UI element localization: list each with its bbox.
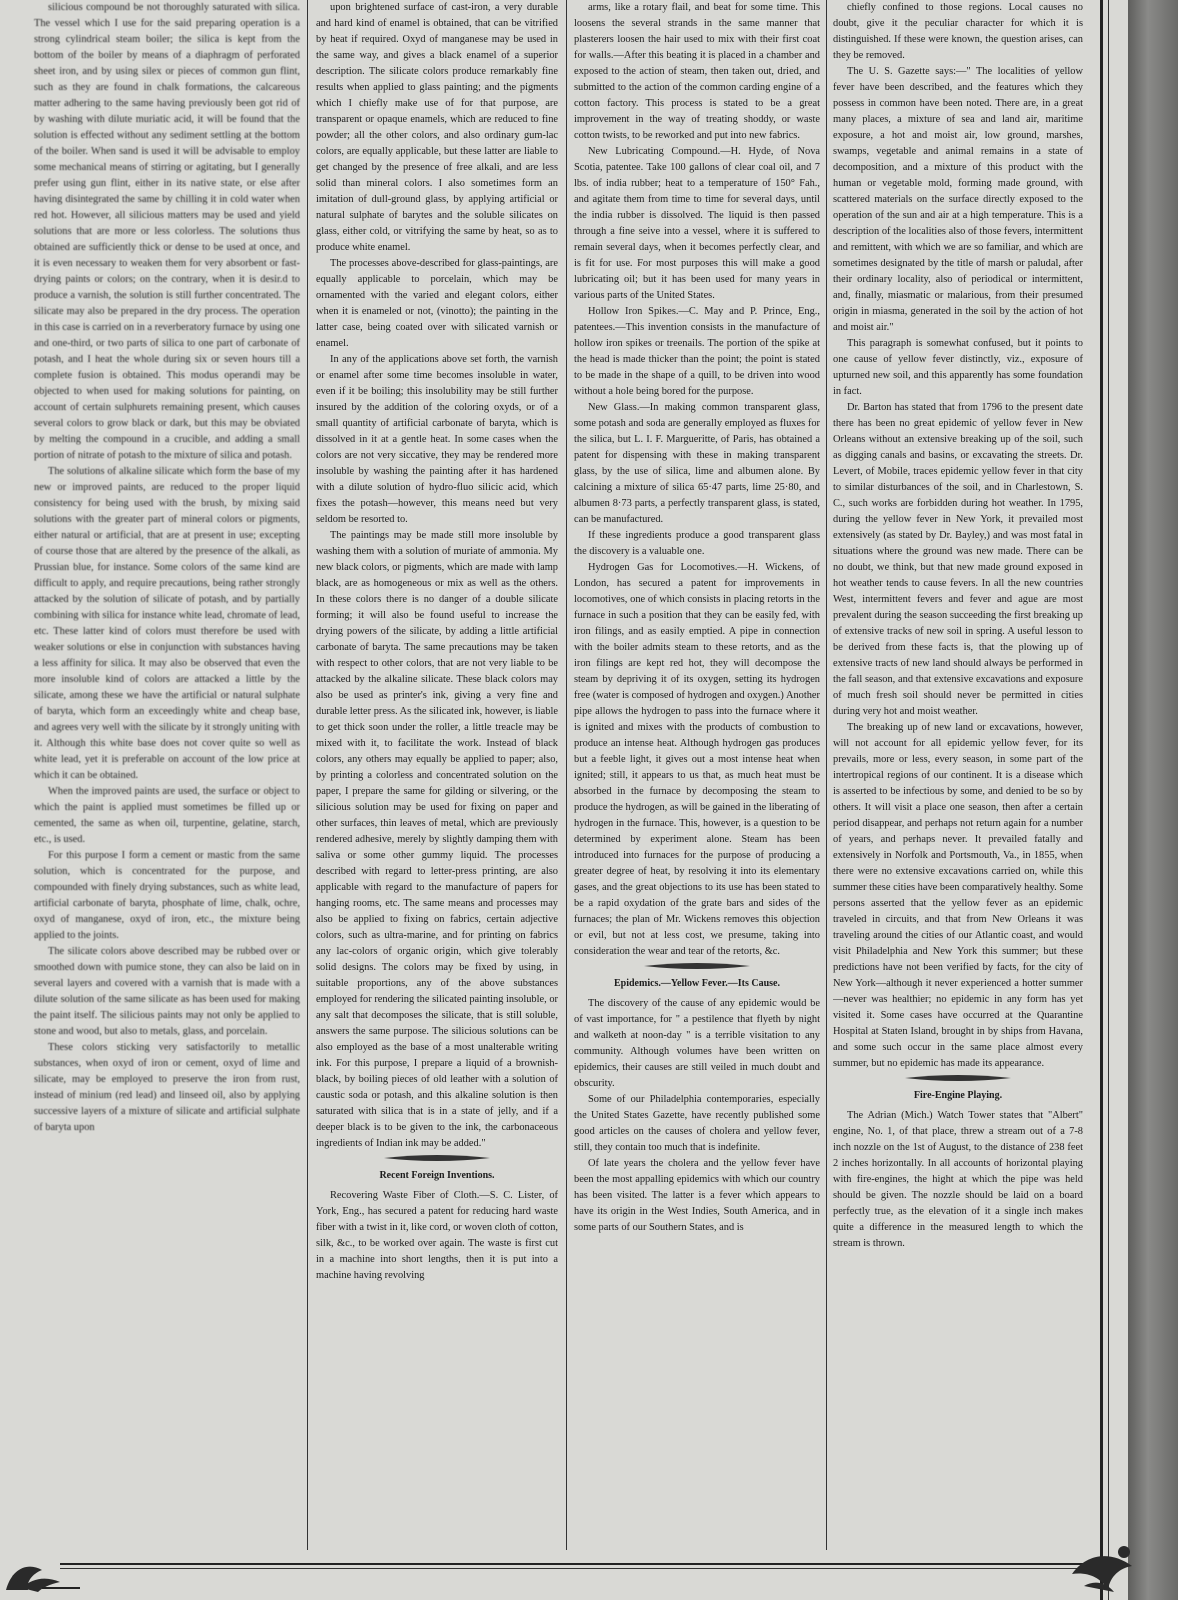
paragraph: silicious compound be not thoroughly saturated with silica. The vessel which I use for the said preparing operation is a strong cylindrical steam boiler; the silica is kept from the bottom of the boiler by means of a diaphragm of perforated sheet iron, and by using silex or pieces of common gun flint, such as they are found in chalk formations, the calcareous matter adhering to the same having previously been got rid of by washing with dilute muriatic acid, it will be found that the solution is effected without any sediment settling at the bottom of the boiler. When sand is used it will be advisable to employ some mechanical means of stirring or agitating, but I generally prefer using gun flint, either in its native state, or else after having disintegrated the same by chilling it in cold water when red hot. However, all silicious matters may be used and yield solutions that are more or less colorless. The solutions thus obtained are sufficiently thick or dense to be used at once, and it is even necessary to weaken them for very absorbent or fast-drying paints or colors; on the contrary, when it is desir.d to produce a varnish, the solution is still further concentrated. The silicate may also be prepared in the dry process. The operation in this case is carried on in a reverberatory furnace by using one and one-third, or two parts of silica to one part of carbonate of potash, and I heat the whole during six or seven hours till a complete fusion is obtained. This modus operandi may be objected to when used for making solutions for painting, on account of certain sulphurets remaining present, which causes several colors to grow black or dark, but this may be obviated by melting the compound in a crucible, and adding a small portion of nitrate of potash to the mixture of silica and potash. — [34, 2, 300, 461]
paragraph: The paintings may be made still more insoluble by washing them with a solution of muriate of ammonia. My new black colors, or pigments, which are made with lamp black, are as homogeneous or mix as well as the others. In these colors there is no danger of a double silicate forming; it will also be found useful to increase the drying powers of the silicate, by adding a little artificial carbonate of baryta. The same precautions may be taken with respect to other colors, that are not very liable to be attacked by the alkaline silicate. These black colors may also be used as printer's ink, giving a very fine and durable letter press. As the silicated ink, however, is liable to get thick soon under the roller, a little treacle may be mixed with it, to facilitate the work. Instead of black colors, any others may equally be applied to paper; also, by printing a colorless and concentrated solution on the paper, I prepare the same for gilding or silvering, or the silicious solution may be used for fixing on paper and other surfaces, thin leaves of metal, which are previously rendered adhesive, merely by slightly damping them with saliva or some other gummy liquid. The processes described with regard to letter-press printing, are also applicable with regard to the manufacture of papers for hanging rooms, etc. The same means and processes may also be applied to fixing on fabrics, certain adjective colors, such as ultra-marine, and for printing on fabrics any lac-colors of organic origin, which give tolerably solid designs. The colors may be fixed by using, in suitable proportions, any of the above substances employed for rendering the silicated painting insoluble, or any salt that decomposes the silicate, that is still soluble, answers the same purpose. The silicious solutions can be also employed as the base of a most unalterable writing ink. For this purpose, I prepare a liquid of a brownish-black, by boiling pieces of old leather with a solution of caustic soda or potash, and this alkaline solution is then saturated with silica that is in a state of jelly, and if a deeper black is to be given to the ink, the carbonaceous ingredients of Indian ink may be added." — [316, 530, 558, 1149]
right-border-rule — [1100, 0, 1103, 1600]
divider-ornament — [903, 1074, 1013, 1082]
column-2 — [316, 0, 558, 1545]
paragraph: For this purpose I form a cement or mastic from the same solution, which is concentrated for the purpose, and compounded with finely drying substances, such as white lead, artificial carbonate of baryta, phosphate of lime, chalk, ochre, oxyd of manganese, oxyd of iron, etc., the mixture being applied to the joints. — [34, 850, 300, 941]
paragraph: Hydrogen Gas for Locomotives.—H. Wickens, of London, has secured a patent for improvements in locomotives, one of which consists in placing retorts in the furnace in such a position that they can be easily fed, with iron filings, and as easily emptied. A pipe in connection with the boiler admits steam to these retorts, and as the iron filings are kept red hot, they will decompose the steam by depriving it of its oxygen, setting its hydrogen free (water is composed of hydrogen and oxygen.) Another pipe allows the hydrogen to pass into the furnace where it is ignited and mixes with the products of combustion to produce an intense heat. Although hydrogen gas produces but a feeble light, it gives out a most intense heat when ignited; still, it appears to us that, as much heat must be absorbed in the furnace by decomposing the steam to produce the hydrogen, as will be gained in the liberating of hydrogen in the furnace. This, however, is a question to be determined by experiment alone. Steam has been introduced into furnaces for the purpose of producing a greater degree of heat, by resolving it into its elementary gases, and the great objections to its use has been stated to be a rapid oxydation of the grate bars and sides of the furnaces; the plan of Mr. Wickens removes this objection or evil, but not at less cost, we presume, taking into consideration the wear and tear of the retorts, &c. — [574, 562, 820, 957]
paragraph: When the improved paints are used, the surface or object to which the paint is applied must sometimes be filled up or cemented, the same as when oil, turpentine, gelatine, starch, etc., is used. — [34, 786, 300, 845]
paragraph: If these ingredients produce a good transparent glass the discovery is a valuable one. — [574, 530, 820, 557]
paragraph: Dr. Barton has stated that from 1796 to the present date there has been no great epidemic of yellow fever in New Orleans without an extensive breaking up of the soil, such as digging canals and basins, or excavating the streets. Dr. Levert, of Mobile, traces epidemic yellow fever in that city to similar disturbances of the soil, and in Charlestown, S. C., such works are forbidden during hot weather. In 1795, during the yellow fever in New York, it prevailed most extensively (as stated by Dr. Bayley,) and was most fatal in situations where the ground was new made. There can be no doubt, we think, but that new made ground exposed in hot weather tends to cause fevers. In all the new countries West, intermittent fevers and fever and ague are most prevalent during the season succeeding the first breaking up of extensive tracks of new soil in spring. A useful lesson to be derived from these facts is, that the plowing up of extensive tracts of new land should always be performed in the fall season, and that extensive excavations and exposure of much fresh soil should never be permitted in cities during very hot and moist weather. — [833, 402, 1083, 717]
divider-ornament — [642, 962, 752, 970]
page-edge-shadow — [1128, 0, 1178, 1600]
paragraph: Hollow Iron Spikes.—C. May and P. Prince, Eng., patentees.—This invention consists in the manufacture of hollow iron spikes or treenails. The portion of the spike at the head is made thicker than the point; the point is stated to be made in the shape of a quill, to be driven into wood without a hole being bored for the purpose. — [574, 306, 820, 397]
paragraph: In any of the applications above set forth, the varnish or enamel after some time becomes insoluble in water, even if it be boiling; this insolubility may be still further insured by the addition of the coloring oxyds, or of a small quantity of artificial carbonate of baryta, which is dissolved in it at a gentle heat. In some cases when the colors are not very siccative, they may be rendered more insoluble by washing the painting after it has hardened with a dilute solution of hydro-fluo silicic acid, which fixes the potash—however, this means need but very seldom be resorted to. — [316, 354, 558, 525]
paragraph: This paragraph is somewhat confused, but it points to one cause of yellow fever distinctly, viz., exposure of upturned new soil, and this apparently has some foundation in fact. — [833, 338, 1083, 397]
column-1 — [34, 0, 300, 1545]
paragraph: Some of our Philadelphia contemporaries, especially the United States Gazette, have recently published some good articles on the causes of cholera and yellow fever, still, they contain too much that is indefinite. — [574, 1094, 820, 1153]
right-border-rule-inner — [1108, 0, 1109, 1600]
paragraph: The breaking up of new land or excavations, however, will not account for all epidemic yellow fever, for its prevails, more or less, every season, in some part of the intertropical regions of our continent. It is a disease which is asserted to be infectious by some, and denied to be so by others. It will visit a place one season, then after a certain period disappear, and perhaps not return again for a number of years, and perhaps never. It prevailed fatally and extensively in Norfolk and Portsmouth, Va., in 1855, when there were no extensive excavations carried on, while this summer these cities have been comparatively healthy. Some persons asserted that the yellow fever as an epidemic traveled in circuits, and that from New Orleans it was traveling around the cities of our Atlantic coast, and would visit Philadelphia and New York this summer; but these predictions have not been verified by facts, for the city of New York—although it never experienced a hotter summer—never was healthier; no epidemic in any form has yet visited it. Some cases have occurred at the Quarantine Hospital at Staten Island, brought in by ships from Havana, and some such occur in the same place almost every summer, but no epidemic has made its appearance. — [833, 722, 1083, 1069]
section-heading: Recent Foreign Inventions. — [379, 1170, 495, 1181]
paragraph: Recovering Waste Fiber of Cloth.—S. C. Lister, of York, Eng., has secured a patent for reducing hard waste fiber with a twist in it, like cord, or woven cloth of cotton, silk, &c., to be worked over again. The waste is first cut in a machine into short lengths, then it is put into a machine having revolving — [316, 1190, 558, 1281]
paragraph: The solutions of alkaline silicate which form the base of my new or improved paints, are reduced to the proper liquid consistency for being used with the brush, by mixing said solutions with the greater part of mineral colors or pigments, either natural or artificial, that are at present in use; excepting of course those that are altered by the presence of the alkali, as Prussian blue, for instance. Some colors of the same kind are difficult to apply, and require precautions, being rather strongly attacked by the solution of silicate of potash, and by partially combining with silica for instance white lead, chromate of lead, etc. These latter kind of colors must therefore be used with weaker solutions or else in conjunction with substances having a less affinity for silica. It may also be observed that even the more insoluble kind of colors are attacked a little by the silicate, among these we have the artificial or natural sulphate of baryta, which form an exceedingly white and cheap base, and agrees very well with the silicate by it strongly uniting with it. Although this white base does not cover quite so well as white lead, yet it is preferable on account of the low price at which it can be obtained. — [34, 466, 300, 781]
column-divider — [566, 0, 567, 1550]
corner-ornament-left — [2, 1548, 82, 1594]
paragraph: arms, like a rotary flail, and beat for some time. This loosens the several strands in the same manner that plasterers loosen the hair used to mix with their first coat for walls.—After this beating it is placed in a chamber and exposed to the action of steam, then taken out, dried, and submitted to the action of the common carding engine of a cotton factory. This process is stated to be a great improvement in the way of treating shoddy, or waste cotton twists, to be reworked and put into new fabrics. — [574, 2, 820, 141]
paragraph: The discovery of the cause of any epidemic would be of vast importance, for " a pestilence that flyeth by night and walketh at noon-day " is a terrible visitation to any community. Although volumes have been written on epidemics, their causes are still veiled in much doubt and obscurity. — [574, 998, 820, 1089]
paragraph: chiefly confined to those regions. Local causes no doubt, give it the peculiar character for which it is distinguished. If these were known, the question arises, can they be removed. — [833, 2, 1083, 61]
column-3 — [574, 0, 820, 1545]
column-divider — [307, 0, 308, 1550]
paragraph: The U. S. Gazette says:—" The localities of yellow fever have been described, and the features which they possess in common have been noted. There are, in a great many places, a mixture of sea and land air, maritime exposure, a hot and moist air, low ground, marshes, swamps, vegetable and animal remains in a state of decomposition, and a mixture of this product with the human or vegetable mold, forming made ground, with scattered materials on the surface directly exposed to the operation of the sun and air at a high temperature. This is a description of the localities also of those fevers, intermittent and remittent, with which we are so familiar, and which are sometimes designated by the title of marsh or paludal, after their ordinary locality, also of periodical or intermittent, and, finally, miasmatic or malarious, from their presumed origin in miasma, generated in the soil by the action of hot and moist air." — [833, 66, 1083, 333]
column-4 — [833, 0, 1083, 1545]
corner-ornament-right — [1066, 1540, 1138, 1596]
paragraph: These colors sticking very satisfactorily to metallic substances, when oxyd of iron or cement, oxyd of lime and silicate, may be employed to preserve the iron from rust, instead of minium (red lead) and linseed oil, also by applying successive layers of a mixture of silicate and artificial sulphate of baryta upon — [34, 1042, 300, 1133]
paragraph: Of late years the cholera and the yellow fever have been the most appalling epidemics with which our country has been visited. The latter is a fever which appears to have its origin in the West Indies, South America, and in some parts of our Southern States, and is — [574, 1158, 820, 1233]
section-heading: Epidemics.—Yellow Fever.—Its Cause. — [613, 978, 780, 989]
paragraph: The Adrian (Mich.) Watch Tower states that "Albert" engine, No. 1, of that place, threw a stream out of a 7-8 inch nozzle on the 1st of August, to the distance of 238 feet 2 inches horizontally. In all accounts of horizontal playing with fire-engines, the hight at which the pipe was held should be given. The nozzle should be laid on a board perfectly true, as the elevation of it a single inch makes quite a difference in the measured length to which the stream is thrown. — [833, 1110, 1083, 1249]
paragraph: New Glass.—In making common transparent glass, some potash and soda are generally employed as fluxes for the silica, but L. I. F. Margueritte, of Paris, has obtained a patent for dispensing with these in making transparent glass, by the use of silica, lime and albumen alone. By calcining a mixture of silica 65·47 parts, lime 25·80, and albumen 8·73 parts, a perfectly transparent glass, is stated, can be manufactured. — [574, 402, 820, 525]
divider-ornament — [382, 1154, 492, 1162]
paragraph: The processes above-described for glass-paintings, are equally applicable to porcelain, which may be ornamented with the varied and elegant colors, either when it is enameled or not, (vinotto); the painting in the latter case, being coated over with silicated varnish or enamel. — [316, 258, 558, 349]
bottom-border-rule — [60, 1563, 1100, 1565]
bottom-border-rule-inner — [60, 1568, 1100, 1569]
paragraph: New Lubricating Compound.—H. Hyde, of Nova Scotia, patentee. Take 100 gallons of clear coal oil, and 7 lbs. of india rubber; heat to a temperature of 150° Fah., and agitate them from time to time for several days, until the india rubber is dissolved. The liquid is then passed through a fine seive into a vessel, where it is suffered to remain several days, when it becomes perfectly clear, and is fit for use. For most purposes this will make a good lubricating oil; but it has been used for many years in various parts of the United States. — [574, 146, 820, 301]
paragraph: upon brightened surface of cast-iron, a very durable and hard kind of enamel is obtained, that can be vitrified by heat if required. Oxyd of manganese may be used in the same way, and gives a black enamel of a superior description. The silicate colors produce remarkably fine results when applied to glass painting; and the pigments which I chiefly make use of for that purpose, are transparent or opaque enamels, which are reduced to fine powder; all the other colors, and also ordinary gum-lac colors, are equally applicable, but these latter are liable to get changed by the presence of free alkali, and are less solid than mineral colors. I also sometimes form an imitation of dull-ground glass, by applying artificial or natural sulphate of barytes and the soluble silicates on glass, either cold, or vitrifying the same by heat, so as to produce white enamel. — [316, 2, 558, 253]
section-heading: Fire-Engine Playing. — [913, 1090, 1003, 1101]
paragraph: The silicate colors above described may be rubbed over or smoothed down with pumice stone, they can also be laid on in several layers and covered with a varnish that is made with a dilute solution of the same silicate as has been used for making the paint itself. The silicious paints may not only be applied to stone and wood, but also to metals, glass, and porcelain. — [34, 946, 300, 1037]
column-divider — [826, 0, 827, 1550]
